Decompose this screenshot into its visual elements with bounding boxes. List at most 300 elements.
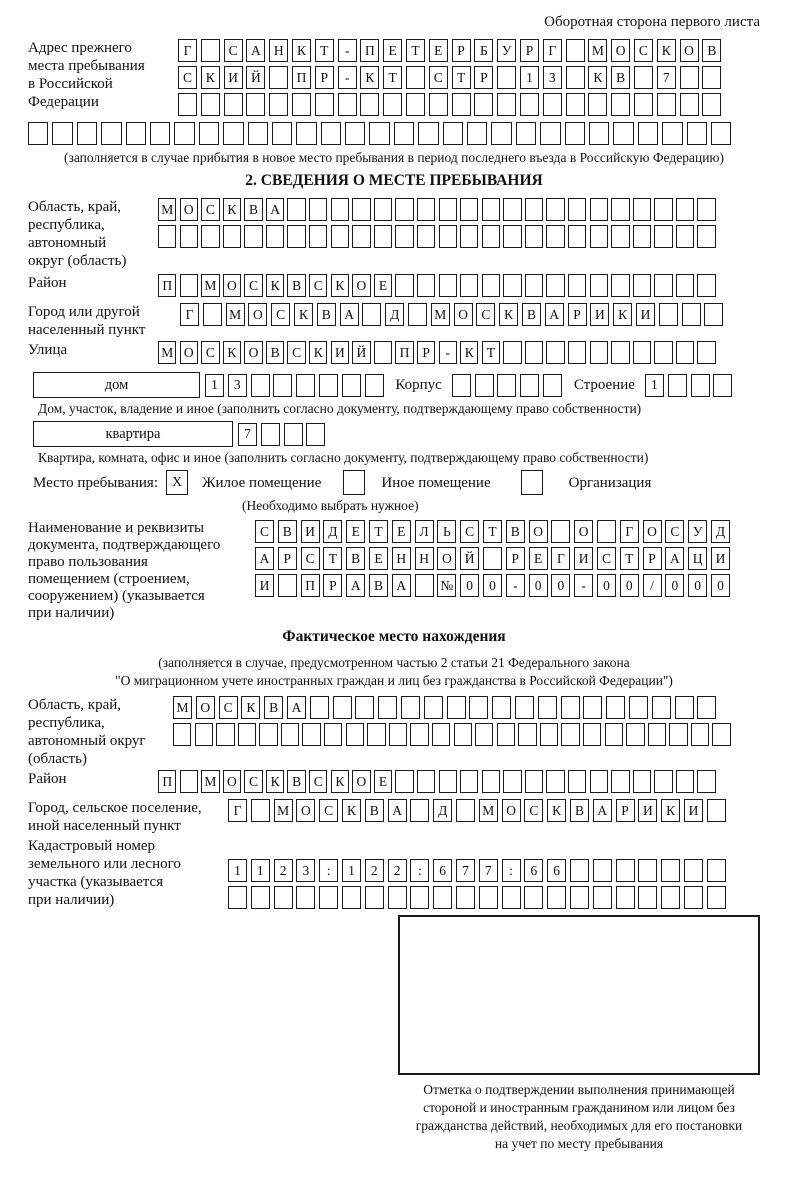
form-cell[interactable] bbox=[551, 520, 570, 543]
form-cell[interactable]: 1 bbox=[520, 66, 539, 89]
form-cell[interactable]: 6 bbox=[433, 859, 452, 882]
form-cell[interactable] bbox=[482, 225, 500, 248]
form-cell[interactable]: А bbox=[665, 547, 684, 570]
form-cell[interactable] bbox=[331, 225, 349, 248]
form-cell[interactable] bbox=[687, 122, 707, 145]
form-cell[interactable] bbox=[365, 374, 384, 397]
form-cell[interactable] bbox=[292, 93, 311, 116]
form-cell[interactable] bbox=[654, 770, 672, 793]
form-cell[interactable]: : bbox=[319, 859, 338, 882]
form-cell[interactable] bbox=[626, 723, 644, 746]
form-cell[interactable] bbox=[439, 198, 457, 221]
form-cell[interactable] bbox=[503, 274, 521, 297]
form-cell[interactable]: 0 bbox=[620, 574, 639, 597]
form-cell[interactable]: Й bbox=[246, 66, 265, 89]
form-cell[interactable]: Н bbox=[392, 547, 411, 570]
form-cell[interactable]: 1 bbox=[228, 859, 247, 882]
form-cell[interactable] bbox=[269, 93, 288, 116]
form-cell[interactable]: Р bbox=[315, 66, 334, 89]
form-cell[interactable] bbox=[203, 303, 222, 326]
form-cell[interactable] bbox=[483, 547, 502, 570]
form-cell[interactable]: В bbox=[287, 770, 305, 793]
form-cell[interactable]: 3 bbox=[296, 859, 315, 882]
form-cell[interactable] bbox=[319, 374, 338, 397]
form-cell[interactable]: Е bbox=[374, 274, 392, 297]
form-cell[interactable]: И bbox=[684, 799, 703, 822]
form-cell[interactable] bbox=[712, 723, 730, 746]
form-cell[interactable]: Е bbox=[374, 770, 392, 793]
residence-checkbox-org[interactable] bbox=[521, 470, 543, 495]
form-cell[interactable]: А bbox=[545, 303, 564, 326]
form-cell[interactable]: Г bbox=[178, 39, 197, 62]
form-cell[interactable] bbox=[246, 93, 265, 116]
form-cell[interactable] bbox=[704, 303, 723, 326]
form-cell[interactable]: 7 bbox=[238, 423, 257, 446]
form-cell[interactable]: Р bbox=[643, 547, 662, 570]
form-cell[interactable] bbox=[520, 93, 539, 116]
form-cell[interactable] bbox=[633, 198, 651, 221]
form-cell[interactable]: С bbox=[524, 799, 543, 822]
form-cell[interactable]: М bbox=[274, 799, 293, 822]
form-cell[interactable] bbox=[638, 886, 657, 909]
form-cell[interactable] bbox=[424, 696, 443, 719]
form-cell[interactable]: О bbox=[352, 770, 370, 793]
apartment-type-box[interactable]: квартира bbox=[33, 421, 233, 447]
form-cell[interactable] bbox=[306, 423, 325, 446]
form-cell[interactable]: М bbox=[158, 341, 176, 364]
residence-checkbox-inoe[interactable] bbox=[343, 470, 365, 495]
form-cell[interactable]: № bbox=[437, 574, 456, 597]
form-cell[interactable] bbox=[324, 723, 342, 746]
form-cell[interactable]: М bbox=[201, 274, 219, 297]
form-cell[interactable] bbox=[593, 886, 612, 909]
form-cell[interactable] bbox=[309, 225, 327, 248]
form-cell[interactable] bbox=[568, 770, 586, 793]
form-cell[interactable] bbox=[456, 799, 475, 822]
form-cell[interactable] bbox=[503, 341, 521, 364]
form-cell[interactable] bbox=[261, 423, 280, 446]
form-cell[interactable] bbox=[345, 122, 365, 145]
form-cell[interactable] bbox=[525, 225, 543, 248]
form-cell[interactable] bbox=[251, 886, 270, 909]
form-cell[interactable] bbox=[28, 122, 48, 145]
form-cell[interactable] bbox=[497, 723, 515, 746]
form-cell[interactable]: А bbox=[266, 198, 284, 221]
form-cell[interactable] bbox=[443, 122, 463, 145]
form-cell[interactable] bbox=[228, 886, 247, 909]
form-cell[interactable] bbox=[659, 303, 678, 326]
form-cell[interactable] bbox=[634, 93, 653, 116]
form-cell[interactable]: - bbox=[439, 341, 457, 364]
form-cell[interactable]: К bbox=[201, 66, 220, 89]
form-cell[interactable] bbox=[315, 93, 334, 116]
form-cell[interactable] bbox=[707, 886, 726, 909]
form-cell[interactable]: С bbox=[255, 520, 274, 543]
form-cell[interactable] bbox=[570, 886, 589, 909]
form-cell[interactable] bbox=[223, 122, 243, 145]
form-cell[interactable] bbox=[287, 225, 305, 248]
form-cell[interactable]: Г bbox=[228, 799, 247, 822]
form-cell[interactable] bbox=[540, 122, 560, 145]
form-cell[interactable] bbox=[173, 723, 191, 746]
form-cell[interactable]: Р bbox=[568, 303, 587, 326]
form-cell[interactable]: Т bbox=[323, 547, 342, 570]
form-cell[interactable] bbox=[543, 93, 562, 116]
form-cell[interactable]: С bbox=[460, 520, 479, 543]
form-cell[interactable] bbox=[525, 770, 543, 793]
form-cell[interactable] bbox=[565, 122, 585, 145]
form-cell[interactable] bbox=[417, 770, 435, 793]
form-cell[interactable]: В bbox=[244, 198, 262, 221]
form-cell[interactable]: Ц bbox=[688, 547, 707, 570]
form-cell[interactable]: С bbox=[201, 341, 219, 364]
form-cell[interactable]: А bbox=[287, 696, 306, 719]
form-cell[interactable] bbox=[296, 122, 316, 145]
form-cell[interactable] bbox=[475, 723, 493, 746]
form-cell[interactable] bbox=[174, 122, 194, 145]
form-cell[interactable] bbox=[296, 886, 315, 909]
form-cell[interactable]: И bbox=[574, 547, 593, 570]
form-cell[interactable]: 2 bbox=[388, 859, 407, 882]
form-cell[interactable] bbox=[676, 341, 694, 364]
form-cell[interactable]: С bbox=[271, 303, 290, 326]
form-cell[interactable] bbox=[201, 225, 219, 248]
form-cell[interactable]: - bbox=[338, 66, 357, 89]
form-cell[interactable] bbox=[352, 225, 370, 248]
form-cell[interactable] bbox=[538, 696, 557, 719]
form-cell[interactable]: И bbox=[590, 303, 609, 326]
form-cell[interactable] bbox=[439, 225, 457, 248]
form-cell[interactable] bbox=[568, 274, 586, 297]
form-cell[interactable]: Т bbox=[620, 547, 639, 570]
form-cell[interactable] bbox=[281, 723, 299, 746]
form-cell[interactable] bbox=[410, 723, 428, 746]
form-cell[interactable] bbox=[676, 274, 694, 297]
form-cell[interactable]: Р bbox=[452, 39, 471, 62]
form-cell[interactable]: У bbox=[497, 39, 516, 62]
form-cell[interactable]: К bbox=[331, 274, 349, 297]
form-cell[interactable] bbox=[201, 39, 220, 62]
form-cell[interactable] bbox=[388, 886, 407, 909]
form-cell[interactable] bbox=[178, 93, 197, 116]
form-cell[interactable] bbox=[180, 225, 198, 248]
form-cell[interactable] bbox=[561, 723, 579, 746]
form-cell[interactable] bbox=[439, 770, 457, 793]
form-cell[interactable] bbox=[408, 303, 427, 326]
form-cell[interactable]: К bbox=[294, 303, 313, 326]
form-cell[interactable] bbox=[546, 341, 564, 364]
form-cell[interactable] bbox=[158, 225, 176, 248]
form-cell[interactable]: 0 bbox=[483, 574, 502, 597]
form-cell[interactable] bbox=[503, 770, 521, 793]
form-cell[interactable]: Т bbox=[483, 520, 502, 543]
form-cell[interactable] bbox=[682, 303, 701, 326]
form-cell[interactable]: С bbox=[301, 547, 320, 570]
form-cell[interactable]: С bbox=[597, 547, 616, 570]
form-cell[interactable]: 0 bbox=[551, 574, 570, 597]
form-cell[interactable] bbox=[652, 696, 671, 719]
form-cell[interactable] bbox=[333, 696, 352, 719]
form-cell[interactable]: 3 bbox=[543, 66, 562, 89]
form-cell[interactable]: Д bbox=[385, 303, 404, 326]
form-cell[interactable]: К bbox=[331, 770, 349, 793]
form-cell[interactable]: О bbox=[223, 274, 241, 297]
form-cell[interactable] bbox=[516, 122, 536, 145]
form-cell[interactable]: С bbox=[287, 341, 305, 364]
form-cell[interactable]: - bbox=[338, 39, 357, 62]
form-cell[interactable] bbox=[469, 696, 488, 719]
form-cell[interactable] bbox=[566, 66, 585, 89]
form-cell[interactable] bbox=[491, 122, 511, 145]
form-cell[interactable] bbox=[273, 374, 292, 397]
form-cell[interactable]: О bbox=[529, 520, 548, 543]
form-cell[interactable]: И bbox=[255, 574, 274, 597]
form-cell[interactable]: Т bbox=[406, 39, 425, 62]
form-cell[interactable]: Г bbox=[551, 547, 570, 570]
form-cell[interactable] bbox=[126, 122, 146, 145]
form-cell[interactable] bbox=[546, 225, 564, 248]
form-cell[interactable] bbox=[684, 886, 703, 909]
form-cell[interactable] bbox=[460, 274, 478, 297]
form-cell[interactable]: Е bbox=[369, 547, 388, 570]
form-cell[interactable]: Р bbox=[616, 799, 635, 822]
form-cell[interactable]: В bbox=[522, 303, 541, 326]
form-cell[interactable]: Р bbox=[474, 66, 493, 89]
form-cell[interactable]: / bbox=[643, 574, 662, 597]
form-cell[interactable] bbox=[482, 198, 500, 221]
form-cell[interactable] bbox=[244, 225, 262, 248]
form-cell[interactable]: О bbox=[196, 696, 215, 719]
form-cell[interactable]: А bbox=[255, 547, 274, 570]
form-cell[interactable] bbox=[590, 225, 608, 248]
form-cell[interactable] bbox=[668, 374, 687, 397]
form-cell[interactable]: К bbox=[499, 303, 518, 326]
form-cell[interactable] bbox=[272, 122, 292, 145]
form-cell[interactable]: О bbox=[352, 274, 370, 297]
form-cell[interactable]: К bbox=[266, 770, 284, 793]
form-cell[interactable] bbox=[395, 770, 413, 793]
form-cell[interactable]: 7 bbox=[456, 859, 475, 882]
form-cell[interactable] bbox=[418, 122, 438, 145]
form-cell[interactable]: П bbox=[360, 39, 379, 62]
form-cell[interactable] bbox=[611, 274, 629, 297]
form-cell[interactable]: М bbox=[173, 696, 192, 719]
form-cell[interactable] bbox=[433, 886, 452, 909]
form-cell[interactable]: 0 bbox=[665, 574, 684, 597]
form-cell[interactable]: О bbox=[437, 547, 456, 570]
form-cell[interactable]: С bbox=[201, 198, 219, 221]
form-cell[interactable] bbox=[654, 225, 672, 248]
form-cell[interactable] bbox=[661, 859, 680, 882]
form-cell[interactable]: И bbox=[224, 66, 243, 89]
form-cell[interactable] bbox=[77, 122, 97, 145]
form-cell[interactable] bbox=[429, 93, 448, 116]
form-cell[interactable]: М bbox=[588, 39, 607, 62]
form-cell[interactable]: В bbox=[346, 547, 365, 570]
form-cell[interactable] bbox=[452, 374, 471, 397]
form-cell[interactable]: С bbox=[476, 303, 495, 326]
form-cell[interactable]: К bbox=[309, 341, 327, 364]
form-cell[interactable] bbox=[638, 122, 658, 145]
form-cell[interactable]: С bbox=[224, 39, 243, 62]
form-cell[interactable] bbox=[611, 770, 629, 793]
form-cell[interactable] bbox=[616, 886, 635, 909]
form-cell[interactable] bbox=[251, 799, 270, 822]
form-cell[interactable] bbox=[467, 122, 487, 145]
form-cell[interactable] bbox=[346, 723, 364, 746]
form-cell[interactable] bbox=[525, 198, 543, 221]
form-cell[interactable]: И bbox=[331, 341, 349, 364]
form-cell[interactable]: О bbox=[296, 799, 315, 822]
form-cell[interactable] bbox=[680, 66, 699, 89]
form-cell[interactable] bbox=[561, 696, 580, 719]
form-cell[interactable] bbox=[216, 723, 234, 746]
form-cell[interactable]: О bbox=[223, 770, 241, 793]
form-cell[interactable]: В bbox=[317, 303, 336, 326]
form-cell[interactable] bbox=[697, 274, 715, 297]
form-cell[interactable]: П bbox=[301, 574, 320, 597]
form-cell[interactable]: П bbox=[158, 274, 176, 297]
form-cell[interactable] bbox=[180, 770, 198, 793]
form-cell[interactable] bbox=[201, 93, 220, 116]
form-cell[interactable] bbox=[675, 696, 694, 719]
form-cell[interactable] bbox=[365, 886, 384, 909]
form-cell[interactable]: К bbox=[547, 799, 566, 822]
form-cell[interactable] bbox=[447, 696, 466, 719]
form-cell[interactable] bbox=[492, 696, 511, 719]
form-cell[interactable]: П bbox=[292, 66, 311, 89]
form-cell[interactable]: 0 bbox=[529, 574, 548, 597]
form-cell[interactable]: К bbox=[360, 66, 379, 89]
form-cell[interactable] bbox=[616, 859, 635, 882]
form-cell[interactable] bbox=[394, 122, 414, 145]
form-cell[interactable] bbox=[321, 122, 341, 145]
form-cell[interactable] bbox=[611, 341, 629, 364]
form-cell[interactable]: : bbox=[410, 859, 429, 882]
form-cell[interactable]: М bbox=[226, 303, 245, 326]
form-cell[interactable]: Г bbox=[180, 303, 199, 326]
form-cell[interactable]: 7 bbox=[657, 66, 676, 89]
form-cell[interactable]: И bbox=[638, 799, 657, 822]
form-cell[interactable]: К bbox=[241, 696, 260, 719]
form-cell[interactable]: В bbox=[369, 574, 388, 597]
form-cell[interactable]: Н bbox=[269, 39, 288, 62]
form-cell[interactable]: С bbox=[319, 799, 338, 822]
form-cell[interactable] bbox=[570, 859, 589, 882]
form-cell[interactable]: Б bbox=[474, 39, 493, 62]
form-cell[interactable] bbox=[568, 341, 586, 364]
form-cell[interactable]: О bbox=[502, 799, 521, 822]
form-cell[interactable]: А bbox=[392, 574, 411, 597]
form-cell[interactable]: И bbox=[711, 547, 730, 570]
form-cell[interactable]: 0 bbox=[597, 574, 616, 597]
form-cell[interactable]: С bbox=[219, 696, 238, 719]
form-cell[interactable] bbox=[634, 66, 653, 89]
form-cell[interactable] bbox=[697, 696, 716, 719]
form-cell[interactable]: Т bbox=[452, 66, 471, 89]
form-cell[interactable] bbox=[248, 122, 268, 145]
form-cell[interactable]: 2 bbox=[274, 859, 293, 882]
form-cell[interactable] bbox=[454, 723, 472, 746]
form-cell[interactable]: 3 bbox=[228, 374, 247, 397]
form-cell[interactable] bbox=[590, 198, 608, 221]
form-cell[interactable]: 1 bbox=[645, 374, 664, 397]
form-cell[interactable]: 1 bbox=[205, 374, 224, 397]
form-cell[interactable]: В bbox=[264, 696, 283, 719]
form-cell[interactable]: И bbox=[301, 520, 320, 543]
form-cell[interactable]: С bbox=[178, 66, 197, 89]
form-cell[interactable]: : bbox=[502, 859, 521, 882]
form-cell[interactable]: М bbox=[158, 198, 176, 221]
house-type-box[interactable]: дом bbox=[33, 372, 200, 398]
form-cell[interactable] bbox=[287, 198, 305, 221]
form-cell[interactable]: В bbox=[266, 341, 284, 364]
form-cell[interactable] bbox=[590, 770, 608, 793]
form-cell[interactable] bbox=[497, 374, 516, 397]
form-cell[interactable] bbox=[657, 93, 676, 116]
form-cell[interactable] bbox=[525, 341, 543, 364]
form-cell[interactable]: Ь bbox=[437, 520, 456, 543]
form-cell[interactable] bbox=[654, 341, 672, 364]
form-cell[interactable]: Г bbox=[543, 39, 562, 62]
form-cell[interactable] bbox=[540, 723, 558, 746]
form-cell[interactable] bbox=[633, 770, 651, 793]
form-cell[interactable] bbox=[497, 93, 516, 116]
form-cell[interactable]: К bbox=[223, 198, 241, 221]
form-cell[interactable] bbox=[676, 198, 694, 221]
form-cell[interactable] bbox=[543, 374, 562, 397]
form-cell[interactable] bbox=[362, 303, 381, 326]
form-cell[interactable] bbox=[590, 341, 608, 364]
form-cell[interactable] bbox=[180, 274, 198, 297]
form-cell[interactable]: М bbox=[431, 303, 450, 326]
form-cell[interactable] bbox=[680, 93, 699, 116]
form-cell[interactable] bbox=[367, 723, 385, 746]
form-cell[interactable] bbox=[479, 886, 498, 909]
form-cell[interactable]: С bbox=[429, 66, 448, 89]
form-cell[interactable]: Н bbox=[415, 547, 434, 570]
form-cell[interactable] bbox=[406, 66, 425, 89]
form-cell[interactable] bbox=[302, 723, 320, 746]
form-cell[interactable] bbox=[669, 723, 687, 746]
form-cell[interactable] bbox=[395, 274, 413, 297]
form-cell[interactable] bbox=[101, 122, 121, 145]
form-cell[interactable]: О bbox=[611, 39, 630, 62]
form-cell[interactable] bbox=[697, 770, 715, 793]
form-cell[interactable]: К bbox=[342, 799, 361, 822]
form-cell[interactable]: С bbox=[309, 274, 327, 297]
form-cell[interactable] bbox=[520, 374, 539, 397]
form-cell[interactable] bbox=[583, 696, 602, 719]
form-cell[interactable] bbox=[199, 122, 219, 145]
form-cell[interactable] bbox=[638, 859, 657, 882]
form-cell[interactable] bbox=[374, 341, 392, 364]
form-cell[interactable] bbox=[593, 859, 612, 882]
form-cell[interactable] bbox=[383, 93, 402, 116]
form-cell[interactable] bbox=[223, 225, 241, 248]
form-cell[interactable] bbox=[546, 198, 564, 221]
form-cell[interactable] bbox=[590, 274, 608, 297]
form-cell[interactable]: А bbox=[346, 574, 365, 597]
form-cell[interactable]: К bbox=[292, 39, 311, 62]
form-cell[interactable] bbox=[707, 859, 726, 882]
form-cell[interactable] bbox=[319, 886, 338, 909]
form-cell[interactable]: С bbox=[309, 770, 327, 793]
form-cell[interactable] bbox=[439, 274, 457, 297]
form-cell[interactable] bbox=[460, 770, 478, 793]
form-cell[interactable] bbox=[417, 225, 435, 248]
form-cell[interactable] bbox=[269, 66, 288, 89]
